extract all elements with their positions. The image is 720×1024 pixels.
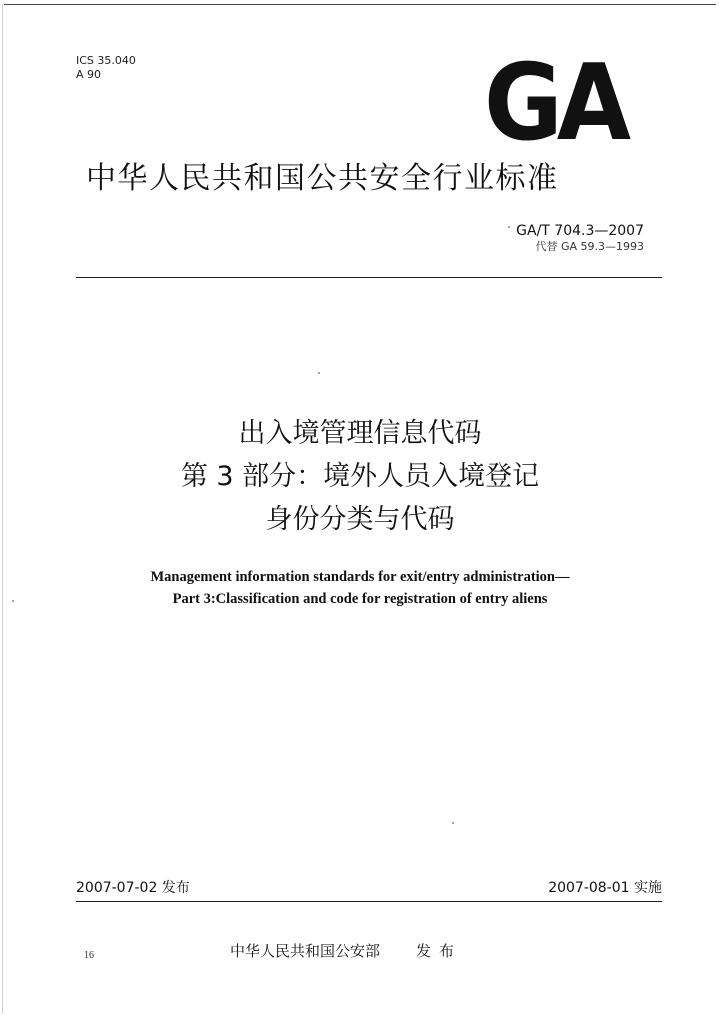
- standard-number: GA/T 704.3—2007: [516, 223, 644, 239]
- issue-date: 2007-07-02 发布: [76, 880, 190, 896]
- publish-action: 发布: [416, 942, 463, 960]
- chinese-title-line-1: 出入境管理信息代码: [238, 418, 482, 449]
- english-title: [0, 566, 720, 610]
- ccs-code: A 90: [76, 68, 102, 81]
- footer-divider: [76, 901, 662, 902]
- replaces-standard: 代替 GA 59.3—1993: [535, 240, 644, 253]
- ga-logo: GA: [484, 41, 626, 165]
- english-title-line-2: Part 3:Classification and code for registration of entry aliens: [172, 591, 548, 607]
- ics-code: ICS 35.040: [76, 54, 136, 67]
- scan-speck: [508, 226, 510, 228]
- publisher-name: 中华人民共和国公安部: [230, 942, 381, 960]
- publisher-line: [230, 940, 462, 962]
- page-number: 16: [84, 950, 94, 961]
- english-title-line-1: Management information standards for exit/entry administration—: [150, 569, 570, 585]
- standard-number-block: [516, 222, 644, 254]
- chinese-title-line-3: 身份分类与代码: [265, 504, 455, 535]
- dates-row: [76, 878, 662, 900]
- chinese-title: [0, 412, 720, 541]
- scan-speck: [318, 372, 320, 374]
- implementation-date: 2007-08-01 实施: [548, 880, 662, 896]
- scan-speck: [452, 822, 454, 824]
- chinese-title-line-2: 第 3 部分：境外人员入境登记: [180, 461, 540, 492]
- classification-codes: [76, 54, 136, 82]
- scan-speck: [12, 600, 14, 602]
- top-border-rule: [4, 4, 716, 5]
- header-divider: [76, 277, 662, 278]
- standard-type-heading: 中华人民共和国公共安全行业标准: [86, 161, 559, 196]
